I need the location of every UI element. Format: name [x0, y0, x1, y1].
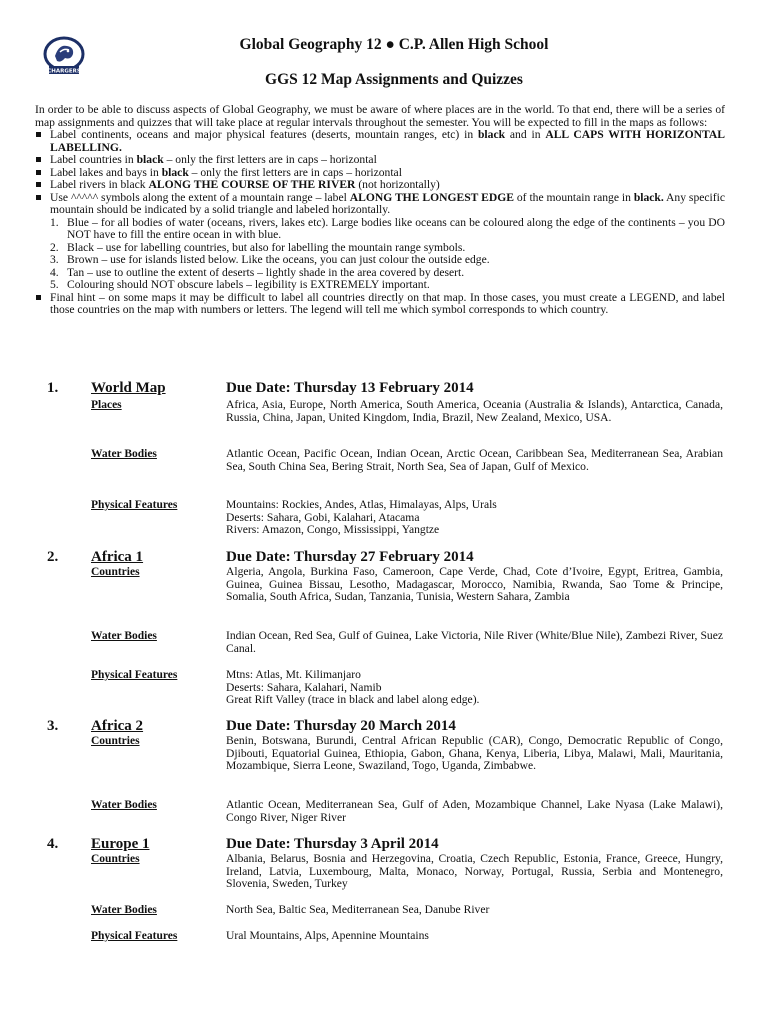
document-title: GGS 12 Map Assignments and Quizzes	[265, 71, 523, 88]
row-content: Algeria, Angola, Burkina Faso, Cameroon, Cape Verde, Chad, Cote d’Ivoire, Egypt, Eritrea, Gambia, Guinea, Guinea Bissau, Lesotho, Madagascar, Morocco, Namibia, Rwanda, Sao Tome & Principe, Somalia, South Africa, Sudan, Tanzania, Tunisia, Western Sahara, Zambia	[226, 565, 723, 603]
due-date: Due Date: Thursday 13 February 2014	[226, 380, 474, 396]
row-label: Physical Features	[91, 930, 178, 942]
row-label: Countries	[91, 735, 140, 747]
intro-paragraph: In order to be able to discuss aspects of Global Geography, we must be aware of where places are in the world. To that end, there will be a series of map assignments and quizzes that will take place at regular intervals throughout the semester. You will be expected to fill in the maps as follows:	[35, 103, 725, 129]
logo-text: CHARGERS	[47, 68, 81, 75]
instructions	[35, 104, 725, 317]
bullet-rivers: Label rivers in black ALONG THE COURSE OF THE RIVER (not horizontally)	[35, 179, 725, 192]
list-item: 1. Blue – for all bodies of water (oceans, rivers, lakes etc). Large bodies like oceans can be coloured along the edge of the continents – you DO NOT have to fill the entire ocean in with blue.	[50, 215, 725, 241]
row-content: Indian Ocean, Red Sea, Gulf of Guinea, Lake Victoria, Nile River (White/Blue Nile), Zambezi River, Suez Canal.	[226, 629, 723, 655]
row-label: Water Bodies	[91, 448, 157, 460]
list-item: 5. Colouring should NOT obscure labels – legibility is EXTREMELY important.	[50, 278, 430, 291]
bullet-mountains: Use ^^^^^ symbols along the extent of a mountain range – label ALONG THE LONGEST EDGE of the mountain range in black. Any specific mountain should be indicated by a solid triangle and labeled horizontally.	[35, 192, 725, 217]
assignment-title: Africa 2	[91, 718, 144, 734]
colouring-rules	[35, 217, 725, 292]
due-date: Due Date: Thursday 27 February 2014	[226, 549, 474, 565]
row-content: Atlantic Ocean, Pacific Ocean, Indian Ocean, Arctic Ocean, Caribbean Sea, Mediterranean Sea, Arabian Sea, South China Sea, Bering Strait, North Sea, Sea of Japan, Gulf of Mexico.	[226, 447, 723, 473]
row-content: Africa, Asia, Europe, North America, South America, Oceania (Australia & Islands), Antarctica, Canada, Russia, China, Japan, United Kingdom, India, Brazil, New Zealand, Mexico, USA.	[226, 398, 723, 424]
list-item: 4. Tan – use to outline the extent of deserts – lightly shade in the area covered by desert.	[50, 265, 465, 279]
bullet-countries: Label countries in black – only the first letters are in caps – horizontal	[35, 154, 725, 167]
row-label: Physical Features	[91, 669, 178, 681]
row-label: Places	[91, 399, 122, 411]
row-label: Water Bodies	[91, 799, 157, 811]
assignment-number: 2.	[47, 549, 59, 565]
final-hint: Final hint – on some maps it may be difficult to label all countries directly on that map. In those cases, you must create a LEGEND, and label those countries on the map with numbers or letters. The legend will tell me which symbol corresponds to which country.	[35, 292, 725, 317]
row-content: Mountains: Rockies, Andes, Atlas, Himalayas, Alps, Urals Deserts: Sahara, Gobi, Kalahari, Atacama Rivers: Amazon, Congo, Mississippi, Yangtze	[226, 498, 497, 536]
row-content: Atlantic Ocean, Mediterranean Sea, Gulf of Aden, Mozambique Channel, Lake Nyasa (Lake Malawi), Congo River, Niger River	[226, 798, 723, 824]
row-content: Albania, Belarus, Bosnia and Herzegovina, Croatia, Czech Republic, Estonia, France, Greece, Hungry, Ireland, Latvia, Luxembourg, Malta, Monaco, Norway, Portugal, Russia, Serbia and Montenegro, Slovenia, Sweden, Turkey	[226, 852, 723, 890]
due-date: Due Date: Thursday 3 April 2014	[226, 836, 439, 852]
row-content: Mtns: Atlas, Mt. Kilimanjaro Deserts: Sahara, Kalahari, Namib Great Rift Valley (trace in black and label along edge).	[226, 668, 480, 706]
assignment-number: 1.	[47, 380, 59, 396]
list-item: 2. Black – use for labelling countries, but also for labelling the mountain range symbols.	[50, 240, 466, 254]
due-date: Due Date: Thursday 20 March 2014	[226, 718, 456, 734]
bullet-lakes: Label lakes and bays in black – only the first letters are in caps – horizontal	[35, 167, 725, 180]
assignment-title: Europe 1	[91, 836, 150, 852]
row-label: Physical Features	[91, 499, 178, 511]
row-content: Ural Mountains, Alps, Apennine Mountains	[226, 929, 429, 942]
school-title: Global Geography 12 ● C.P. Allen High School	[239, 36, 549, 53]
row-label: Countries	[91, 853, 140, 865]
instruction-bullets	[35, 129, 725, 217]
row-content: North Sea, Baltic Sea, Mediterranean Sea, Danube River	[226, 903, 490, 916]
row-label: Countries	[91, 566, 140, 578]
assignment-number: 4.	[47, 836, 59, 852]
assignment-title: Africa 1	[91, 549, 144, 565]
row-label: Water Bodies	[91, 904, 157, 916]
list-item: 3. Brown – use for islands listed below. Like the oceans, you can just colour the outside edge.	[50, 253, 490, 266]
assignment-number: 3.	[47, 718, 59, 734]
row-content: Benin, Botswana, Burundi, Central African Republic (CAR), Congo, Democratic Republic of Congo, Djibouti, Equatorial Guinea, Ethiopia, Gabon, Ghana, Kenya, Liberia, Libya, Malawi, Mali, Mauritania, Mozambique, Sierra Leone, Swaziland, Togo, Uganda, Zimbabwe.	[226, 734, 723, 772]
row-label: Water Bodies	[91, 630, 157, 642]
bullet-continents: Label continents, oceans and major physical features (deserts, mountain ranges, etc) in black and in ALL CAPS WITH HORIZONTAL LABELLING.	[35, 129, 725, 154]
assignment-title: World Map	[91, 380, 166, 396]
